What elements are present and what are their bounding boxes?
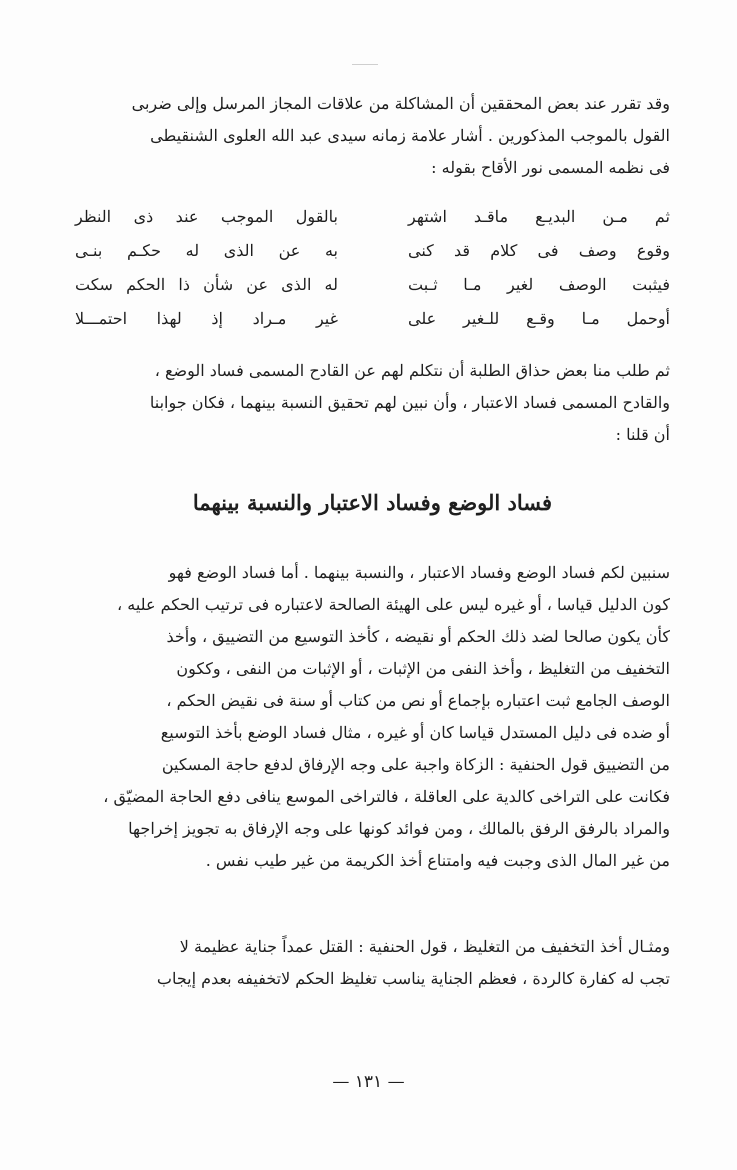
request-paragraph [75, 355, 670, 451]
text-line: تجب له كفارة كالردة ، فعظم الجناية يناسب تغليظ الحكم لاتخفيفه بعدم إيجاب [156, 969, 670, 988]
text-line: فكانت على التراخى كالدية على العاقلة ، فالتراخى الموسع ينافى دفع الحاجة المضيّق ، [103, 787, 670, 806]
text-line: كأن يكون صالحا لضد ذلك الحكم أو نقيضه ، كأخذ التوسيع من التضييق ، وأخذ [166, 627, 670, 646]
text-line: من التضييق قول الحنفية : الزكاة واجبة على وجه الإرفاق لدفع حاجة المسكين [161, 755, 670, 774]
text-line: وقد تقرر عند بعض المحققين أن المشاكلة من علاقات المجاز المرسل وإلى ضربى [131, 94, 670, 113]
definition-paragraph [75, 557, 670, 877]
text-line: فى نظمه المسمى نور الأقاح بقوله : [431, 158, 670, 177]
section-title: فساد الوضع وفساد الاعتبار والنسبة بينهما [192, 490, 553, 515]
top-mark [352, 64, 378, 65]
verse-first-half: وقوع وصف فى كلام قد كنى [408, 241, 670, 260]
verse-second-half: غير مـراد إذ لهذا احتمـــلا [75, 309, 338, 328]
text-line: سنبين لكم فساد الوضع وفساد الاعتبار ، والنسبة بينهما . أما فساد الوضع فهو [168, 563, 670, 582]
verse-first-half: أوحمل مـا وقـع للـغير على [408, 309, 670, 328]
text-line: ثم طلب منا بعض حذاق الطلبة أن نتكلم لهم عن القادح المسمى فساد الوضع ، [154, 361, 670, 380]
verse-second-half: بالقول الموجب عند ذى النظر [75, 207, 338, 226]
text-line: التخفيف من التغليظ ، وأخذ النفى من الإثبات ، أو الإثبات من النفى ، وككون [176, 659, 670, 678]
text-line: ومثـال أخذ التخفيف من التغليظ ، قول الحنفية : القتل عمداً جناية عظيمة لا [179, 937, 670, 956]
text-line: أو ضده فى دليل المستدل قياسا كان أو غيره ، مثال فساد الوضع بأخذ التوسيع [160, 723, 670, 742]
verse-first-half: ثم مـن البديـع ماقـد اشتهر [408, 207, 670, 226]
verse-row [75, 302, 670, 336]
poem [75, 200, 670, 336]
text-line: أن قلنا : [615, 425, 670, 444]
text-line: الوصف الجامع ثبت اعتباره بإجماع أو نص من كتاب أو سنة فى نقيض الحكم ، [166, 691, 670, 710]
intro-paragraph [75, 88, 670, 184]
example-paragraph [75, 931, 670, 995]
verse-second-half: به عن الذى له حكـم بنـى [75, 241, 338, 260]
verse-row [75, 234, 670, 268]
text-line: من غير المال الذى وجبت فيه وامتناع أخذ الكريمة من غير طيب نفس . [205, 851, 670, 870]
text-line: والقادح المسمى فساد الاعتبار ، وأن نبين لهم تحقيق النسبة بينهما ، فكان جوابنا [149, 393, 670, 412]
verse-second-half: له الذى عن شأن ذا الحكم سكت [75, 275, 338, 294]
text-line: القول بالموجب المذكورين . أشار علامة زمانه سيدى عبد الله العلوى الشنقيطى [150, 126, 670, 145]
page-number: — ١٣١ — [332, 1072, 405, 1092]
verse-row [75, 268, 670, 302]
verse-row [75, 200, 670, 234]
verse-first-half: فيثبت الوصف لغير مـا ثـبت [408, 275, 670, 294]
text-line: والمراد بالرفق الرفق بالمالك ، ومن فوائد كونها على وجه الإرفاق به تجويز إخراجها [128, 819, 670, 838]
text-line: كون الدليل قياسا ، أو غيره ليس على الهيئة الصالحة لاعتباره فى ترتيب الحكم عليه ، [116, 595, 670, 614]
